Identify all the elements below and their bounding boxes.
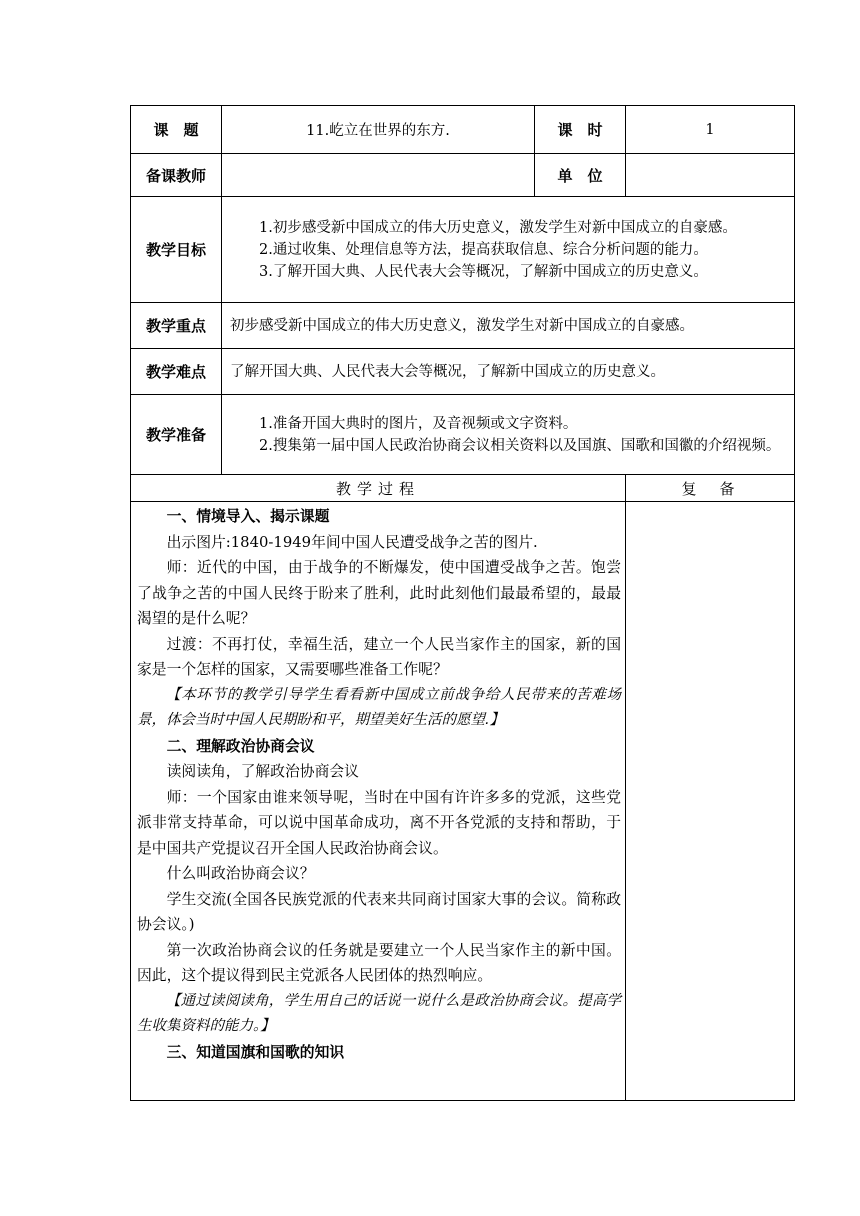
period-value: 1 xyxy=(626,106,795,154)
difficulty-label: 教学难点 xyxy=(131,349,222,395)
unit-label: 单 位 xyxy=(535,154,626,197)
paragraph: 读阅读角，了解政治协商会议 xyxy=(166,763,359,780)
notes-header: 复 备 xyxy=(626,475,795,502)
process-header: 教学过程 xyxy=(131,475,626,502)
preparation-item: 2.搜集第一届中国人民政治协商会议相关资料以及国旗、国歌和国徽的介绍视频。 xyxy=(259,437,781,454)
design-note: 【本环节的教学引导学生看看新中国成立前战争给人民带来的苦难场景，体会当时中国人民期盼和平，期望美好生活的愿望.】 xyxy=(137,686,622,728)
lesson-plan-table xyxy=(130,105,795,1101)
objectives-label: 教学目标 xyxy=(131,197,222,303)
unit-value xyxy=(626,154,795,197)
section-heading: 一、情境导入、揭示课题 xyxy=(166,508,330,525)
paragraph: 第一次政治协商会议的任务就是要建立一个人民当家作主的新中国。因此，这个提议得到民主党派各人民团体的热烈响应。 xyxy=(137,941,622,984)
topic-label: 课 题 xyxy=(131,106,222,154)
preparation-label: 教学准备 xyxy=(131,395,222,475)
design-note: 【通过读阅读角，学生用自己的话说一说什么是政治协商会议。提高学生收集资料的能力。】 xyxy=(137,992,622,1034)
paragraph: 师：近代的中国，由于战争的不断爆发，使中国遭受战争之苦。饱尝了战争之苦的中国人民终于盼来了胜利，此时此刻他们最最希望的，最最渴望的是什么呢？ xyxy=(137,559,622,627)
teacher-label: 备课教师 xyxy=(131,154,222,197)
objectives-content xyxy=(222,197,795,303)
notes-column xyxy=(626,502,795,1101)
process-content xyxy=(131,502,626,1101)
difficulty-text: 了解开国大典、人民代表大会等概况，了解新中国成立的历史意义。 xyxy=(222,349,795,395)
key-point-text: 初步感受新中国成立的伟大历史意义，激发学生对新中国成立的自豪感。 xyxy=(222,303,795,349)
preparation-item: 1.准备开国大典时的图片，及音视频或文字资料。 xyxy=(259,415,578,432)
paragraph: 什么叫政治协商会议？ xyxy=(166,865,315,882)
paragraph: 学生交流(全国各民族党派的代表来共同商讨国家大事的会议。简称政协会议。) xyxy=(137,890,622,933)
teacher-value xyxy=(222,154,535,197)
objective-item: 1.初步感受新中国成立的伟大历史意义，激发学生对新中国成立的自豪感。 xyxy=(259,219,737,236)
key-point-label: 教学重点 xyxy=(131,303,222,349)
period-label: 课 时 xyxy=(535,106,626,154)
preparation-content xyxy=(222,395,795,475)
objective-item: 3.了解开国大典、人民代表大会等概况，了解新中国成立的历史意义。 xyxy=(259,263,708,280)
paragraph: 过渡：不再打仗，幸福生活，建立一个人民当家作主的国家，新的国家是一个怎样的国家，又需要哪些准备工作呢？ xyxy=(137,635,622,678)
section-heading: 二、理解政治协商会议 xyxy=(166,737,315,755)
paragraph: 出示图片:1840-1949年间中国人民遭受战争之苦的图片. xyxy=(166,533,538,551)
objective-item: 2.通过收集、处理信息等方法，提高获取信息、综合分析问题的能力。 xyxy=(259,241,708,258)
section-heading: 三、知道国旗和国歌的知识 xyxy=(166,1043,345,1061)
topic-value: 11.屹立在世界的东方. xyxy=(222,106,535,154)
paragraph: 师：一个国家由谁来领导呢，当时在中国有许许多多的党派，这些党派非常支持革命，可以说中国革命成功，离不开各党派的支持和帮助，于是中国共产党提议召开全国人民政治协商会议。 xyxy=(137,788,622,857)
